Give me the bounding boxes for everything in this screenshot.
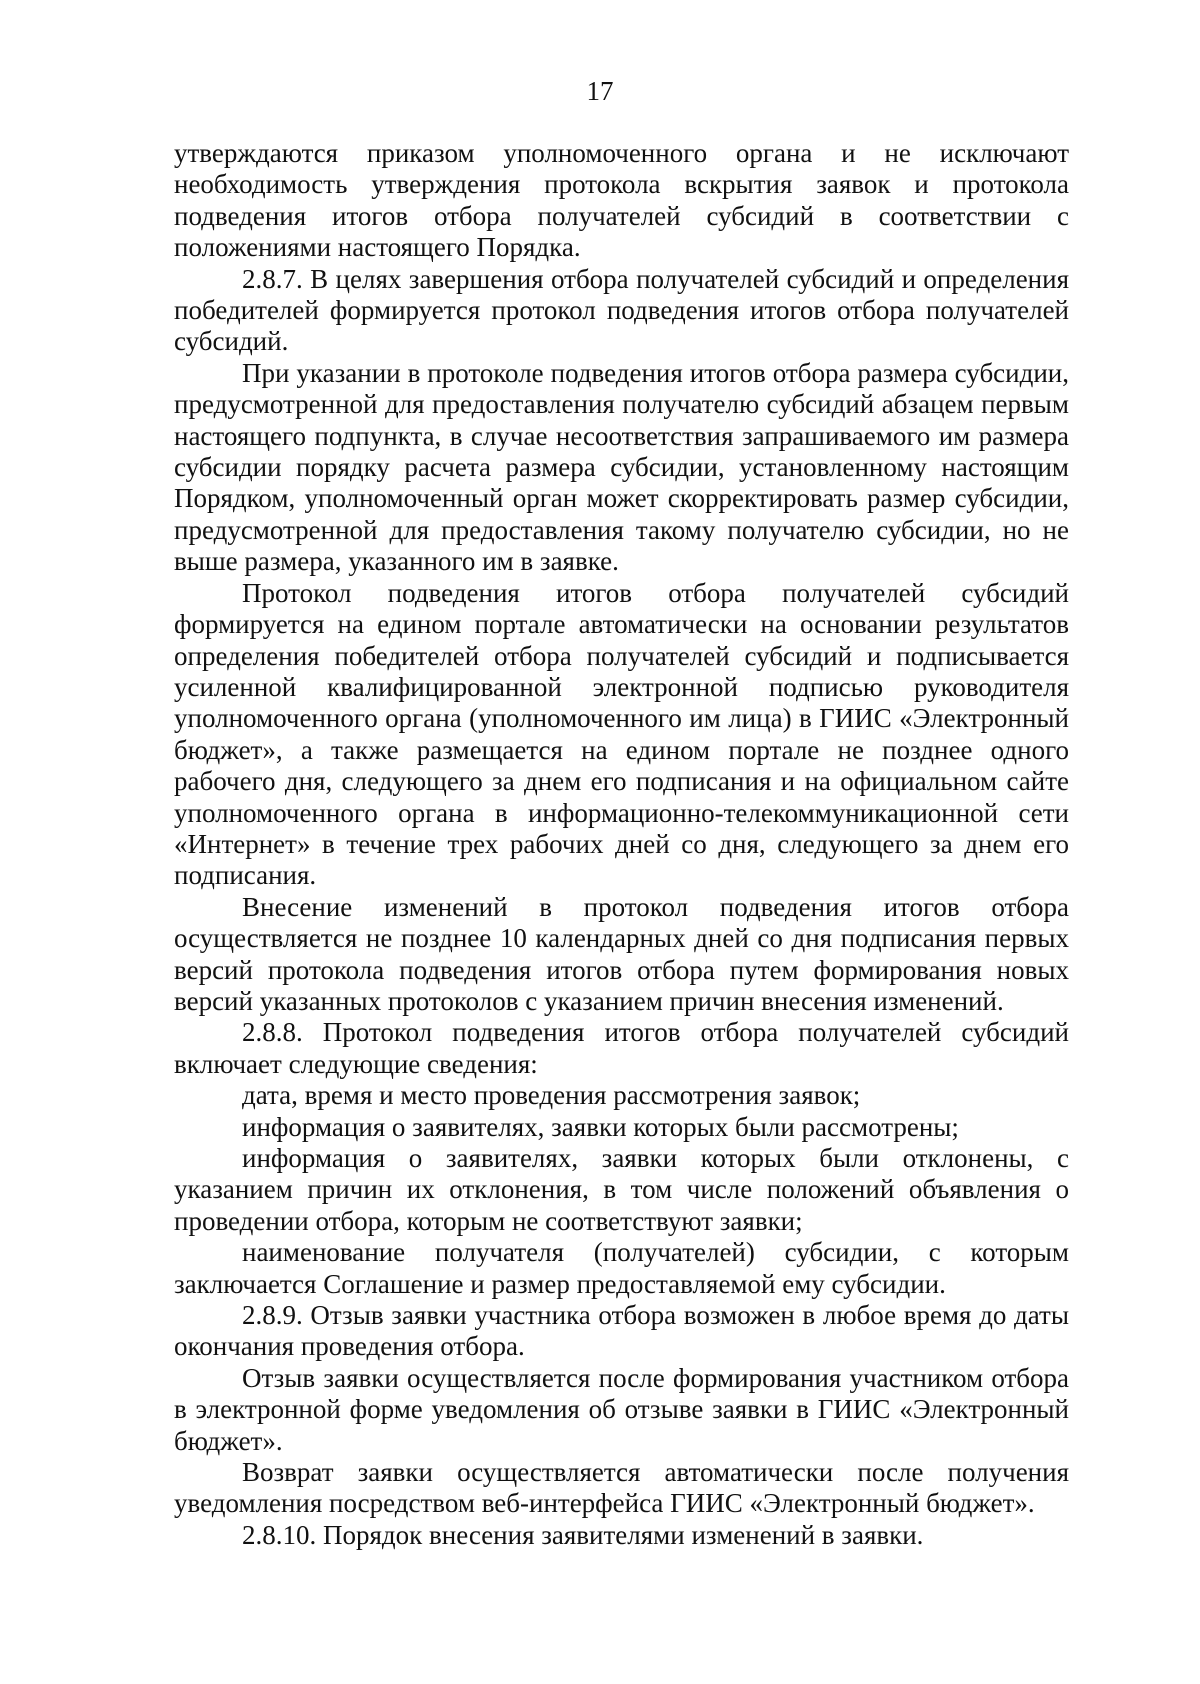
list-item-rejected-applicants: информация о заявителях, заявки которых были отклонены, с указанием причин их отклонения, в том числе положений объявления о проведении отбора, которым не соответствуют заявки; <box>174 1143 1069 1236</box>
paragraph-withdrawal-notice: Отзыв заявки осуществляется после формирования участником отбора в электронной форме уведомления об отзыве заявки в ГИИС «Электронный бюджет». <box>174 1362 1069 1456</box>
paragraph-2-8-9: 2.8.9. Отзыв заявки участника отбора возможен в любое время до даты окончания проведения отбора. <box>174 1300 1069 1362</box>
paragraph-protocol-changes: Внесение изменений в протокол подведения итогов отбора осуществляется не позднее 10 календарных дней со дня подписания первых версий протокола подведения итогов отбора путем формирования новых версий указанных протоколов с указанием причин внесения изменений. <box>174 891 1069 1016</box>
document-body <box>174 138 1069 1551</box>
paragraph-2-8-7: 2.8.7. В целях завершения отбора получателей субсидий и определения победителей формируется протокол подведения итогов отбора получателей субсидий. <box>174 263 1069 357</box>
list-item-date-time-place: дата, время и место проведения рассмотрения заявок; <box>242 1080 861 1111</box>
paragraph-size-correction: При указании в протоколе подведения итогов отбора размера субсидии, предусмотренной для предоставления получателю субсидий абзацем первым настоящего подпункта, в случае несоответствия запрашиваемого им размера субсидии порядку расчета размера субсидии, установленному настоящим Порядком, уполномоченный орган может скорректировать размер субсидии, предусмотренной для предоставления такому получателю субсидии, но не выше размера, указанного им в заявке. <box>174 357 1069 577</box>
paragraph-2-8-10: 2.8.10. Порядок внесения заявителями изменений в заявки. <box>242 1519 924 1550</box>
paragraph-return-application: Возврат заявки осуществляется автоматически после получения уведомления посредством веб-интерфейса ГИИС «Электронный бюджет». <box>174 1457 1069 1519</box>
paragraph-protocol-formation: Протокол подведения итогов отбора получателей субсидий формируется на едином портале автоматически на основании результатов определения победителей отбора получателей субсидий и подписывается усиленной квалифицированной электронной подписью руководителя уполномоченного органа (уполномоченного им лица) в ГИИС «Электронный бюджет», а также размещается на едином портале не позднее одного рабочего дня, следующего за днем его подписания и на официальном сайте уполномоченного органа в информационно-телекоммуникационной сети «Интернет» в течение трех рабочих дней со дня, следующего за днем его подписания. <box>174 577 1069 891</box>
list-item-recipient-name: наименование получателя (получателей) субсидии, с которым заключается Соглашение и размер предоставляемой ему субсидии. <box>174 1237 1069 1299</box>
paragraph-continuation: утверждаются приказом уполномоченного органа и не исключают необходимость утверждения протокола вскрытия заявок и протокола подведения итогов отбора получателей субсидий в соответствии с положениями настоящего Порядка. <box>174 138 1069 263</box>
paragraph-2-8-8: 2.8.8. Протокол подведения итогов отбора получателей субсидий включает следующие сведения: <box>174 1017 1069 1079</box>
page-number: 17 <box>586 76 614 106</box>
list-item-considered-applicants: информация о заявителях, заявки которых были рассмотрены; <box>242 1111 959 1142</box>
